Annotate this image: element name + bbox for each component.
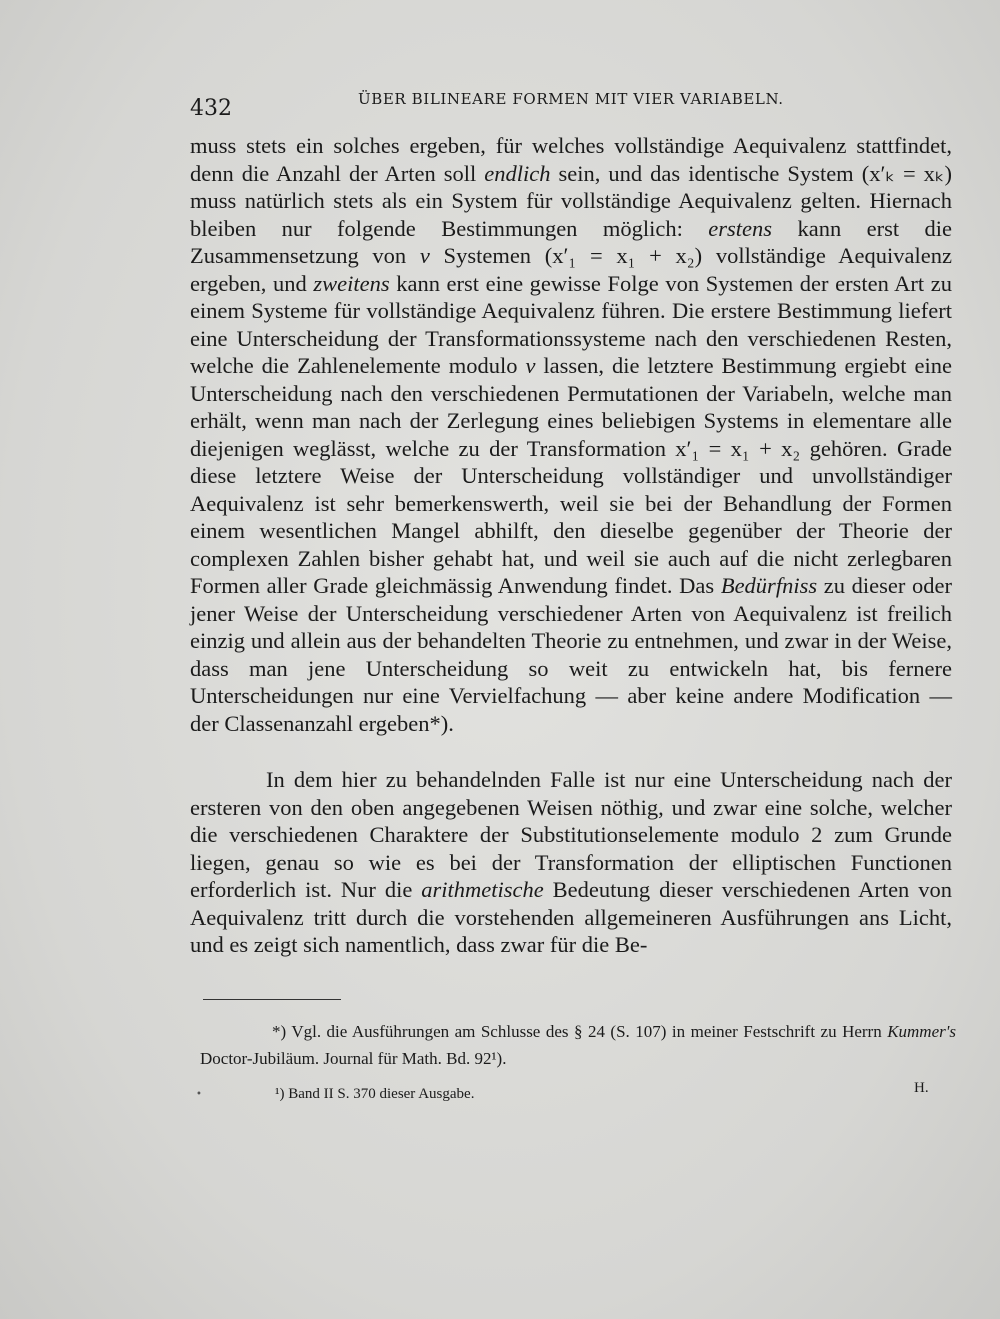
footnote-rule xyxy=(203,999,341,1000)
emphasis-arithmetische: arithmetische xyxy=(421,877,544,902)
text-segment: kann erst die Zusammensetzung von xyxy=(190,215,953,268)
math-identity-system: (x′ₖ = xₖ) xyxy=(861,160,952,186)
print-speck: • xyxy=(196,1089,202,1100)
text-segment: Bedeutung dieser verschiedenen Arten von Aequivalenz tritt durch die vorstehenden allgemeineren Ausführungen ans Licht, und es zeigt sich namentlich, dass zwar für die Be- xyxy=(190,877,952,957)
running-title: ÜBER BILINEARE FORMEN MIT VIER VARIABELN. xyxy=(358,90,784,108)
text-segment: vollständige Aequivalenz ergeben, und xyxy=(190,243,952,296)
math-nu: ν xyxy=(525,353,536,378)
footnote xyxy=(200,1018,956,1072)
paragraph-1 xyxy=(190,132,952,737)
editor-mark: H. xyxy=(914,1080,929,1096)
text-segment: *) Vgl. die Ausführungen am Schlusse des § 24 (S. 107) in meiner Festschrift zu Herrn xyxy=(272,1022,888,1041)
text-segment: In dem hier zu behandelnden Falle ist nur eine Unterscheidung nach der ersteren von den oben angegebenen Weisen nöthig, und zwar eine solche, welcher die verschiedenen Charaktere der Substitutionselemente modulo 2 zum Grunde liegen, genau so wie es bei der Transformation der elliptischen Functionen erforderlich ist. Nur die xyxy=(190,767,952,902)
text-segment: kann erst eine gewisse Folge von Systemen der ersten Art zu einem Systeme für vollständige Aequivalenz führen. Die erstere Bestimmung liefert eine Unterscheidung der Transformationssysteme nach den verschiedenen Resten, welche die Zahlenelemente modulo xyxy=(190,270,952,378)
emphasis-kummer: Kummer's xyxy=(887,1022,956,1041)
text-segment: muss natürlich stets als ein System für vollständige Aequivalenz gelten. Hiernach bleiben nur folgende Bestimmungen möglich: xyxy=(190,188,952,241)
text-segment: muss stets ein solches ergeben, für welches vollständige Aequivalenz stattfindet, denn die Anzahl der Arten soll xyxy=(190,133,952,186)
math-nu: ν xyxy=(419,243,430,268)
footnote-text xyxy=(200,1018,956,1072)
paragraph-2 xyxy=(190,766,952,959)
text-segment: zu dieser oder jener Weise der Unterscheidung verschiedener Arten von Aequivalenz ist freilich einzig und allein aus der behandelten Theorie zu entnehmen, und zwar in der Weise, dass man jene Unterscheidung so weit zu entwickeln hat, bis fernere Unterscheidungen nur eine Vervielfachung — aber keine andere Modification — der Classenanzahl ergeben*). xyxy=(190,573,952,736)
emphasis-endlich: endlich xyxy=(484,160,551,186)
text-segment: Doctor-Jubiläum. Journal für Math. Bd. 92¹). xyxy=(200,1049,507,1068)
text-segment: sein, und das identische System xyxy=(550,160,862,186)
text-segment: Systemen xyxy=(429,243,545,268)
math-transformation: (x′₁ = x₁ + x₂) xyxy=(544,243,703,268)
main-text xyxy=(190,132,952,959)
emphasis-beduerfniss: Bedürfniss xyxy=(720,573,818,598)
text-segment: lassen, die letztere Bestimmung ergiebt eine Unterscheidung nach den verschiedenen Permutationen der Variabeln, welche man erhält, wenn man nach der Zerlegung eines beliebigen Systems in elementare alle diejenigen weglässt, welche zu der Transformation xyxy=(190,353,952,461)
page-number: 432 xyxy=(190,96,232,121)
emphasis-erstens: erstens xyxy=(708,215,773,241)
emphasis-zweitens: zweitens xyxy=(313,270,390,296)
text-segment: gehören. Grade diese letztere Weise der Unterscheidung vollständiger und unvollständiger Aequivalenz ist sehr bemerkenswerth, weil sie bei der Behandlung der Formen einem wesentlichen Mangel abhilft, den dieselbe gegenüber der Theorie der complexen Zahlen bisher gehabt hat, und weil sie auch auf die nicht zerlegbaren Formen aller Grade gleichmässig Anwendung findet. Das xyxy=(190,435,952,598)
math-transformation: x′₁ = x₁ + x₂ xyxy=(675,435,801,461)
editor-footnote: ¹) Band II S. 370 dieser Ausgabe. xyxy=(275,1086,475,1102)
page-header xyxy=(190,90,950,120)
